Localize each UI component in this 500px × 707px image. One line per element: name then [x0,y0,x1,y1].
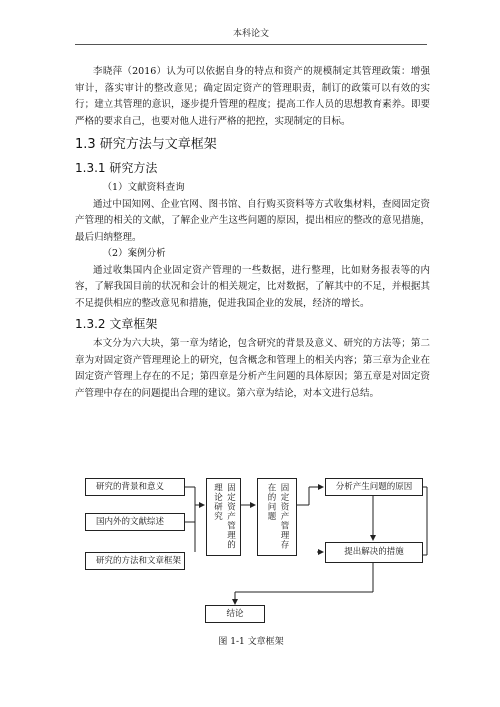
box-methods: 研究的方法和文章框架 [85,552,185,570]
box-theory [206,478,241,556]
method-item-2-label: （2）案例分析 [102,248,166,259]
figure-caption: 图 1-1 文章框架 [218,637,284,647]
framework-diagram [75,470,435,630]
main-content [75,64,430,402]
section-title: 1.3 研究方法与文章框架 [75,137,217,152]
box-causes: 分析产生问题的原因 [325,478,423,496]
framework-title: 1.3.2 文章框架 [75,317,158,331]
box-problems-col1: 固定资产管理存 [279,483,289,550]
intro-paragraph: 李晓萍（2016）认为可以依据自身的特点和资产的规模制定其管理政策：增强审计，落实审计的整改意见；确定固定资产的管理职责，制订的政策可以有效的实行；建立其管理的意识，逐步提升管理的程度；提高工作人员的思想教育素养。即要严格的要求自己，也要对他人进行严格的把控，实现制定的目标。 [75,66,430,127]
methods-title: 1.3.1 研究方法 [75,161,158,175]
box-conclusion: 结论 [205,605,265,623]
method-item-2-text: 通过收集国内企业固定资产管理的一些数据，进行整理，比如财务报表等的内容，了解我国目前的状况和会计的相关规定，比对数据，了解其中的不足，并根据其不足提供相应的整改意见和措施，促进我国企业的发展，经济的增长。 [75,264,430,309]
box-measures: 提出解决的措施 [325,542,423,563]
framework-text: 本文分为六大块，第一章为绪论，包含研究的背景及意义、研究的方法等；第二章为对固定资产管理理论上的研究，包含概念和管理上的相关内容；第三章为企业在固定资产管理上存在的不足；第四章是分析产生问题的具体原因；第五章是对固定资产管理中存在的问题提出合理的建议。第六章为结论，对本文进行总结。 [75,338,430,399]
box-theory-col1: 固定资产管理的 [225,483,236,550]
box-problems [257,478,297,556]
running-header: 本科论文 [232,29,269,39]
box-theory-col2: 理论研究 [212,483,223,521]
method-item-1-text: 通过中国知网、企业官网、图书馆、自行购买资料等方式收集材料，查阅固定资产管理的相关的文献，了解企业产生这些问题的原因，提出相应的整改的意见措施，最后归纳整理。 [75,198,430,243]
box-literature: 国内外的文献综述 [85,513,185,531]
box-problems-col2: 在的问题 [266,483,276,521]
method-item-1-label: （1）文献资料查询 [102,182,185,193]
box-background: 研究的背景和意义 [85,478,185,496]
header-rule [75,44,427,45]
